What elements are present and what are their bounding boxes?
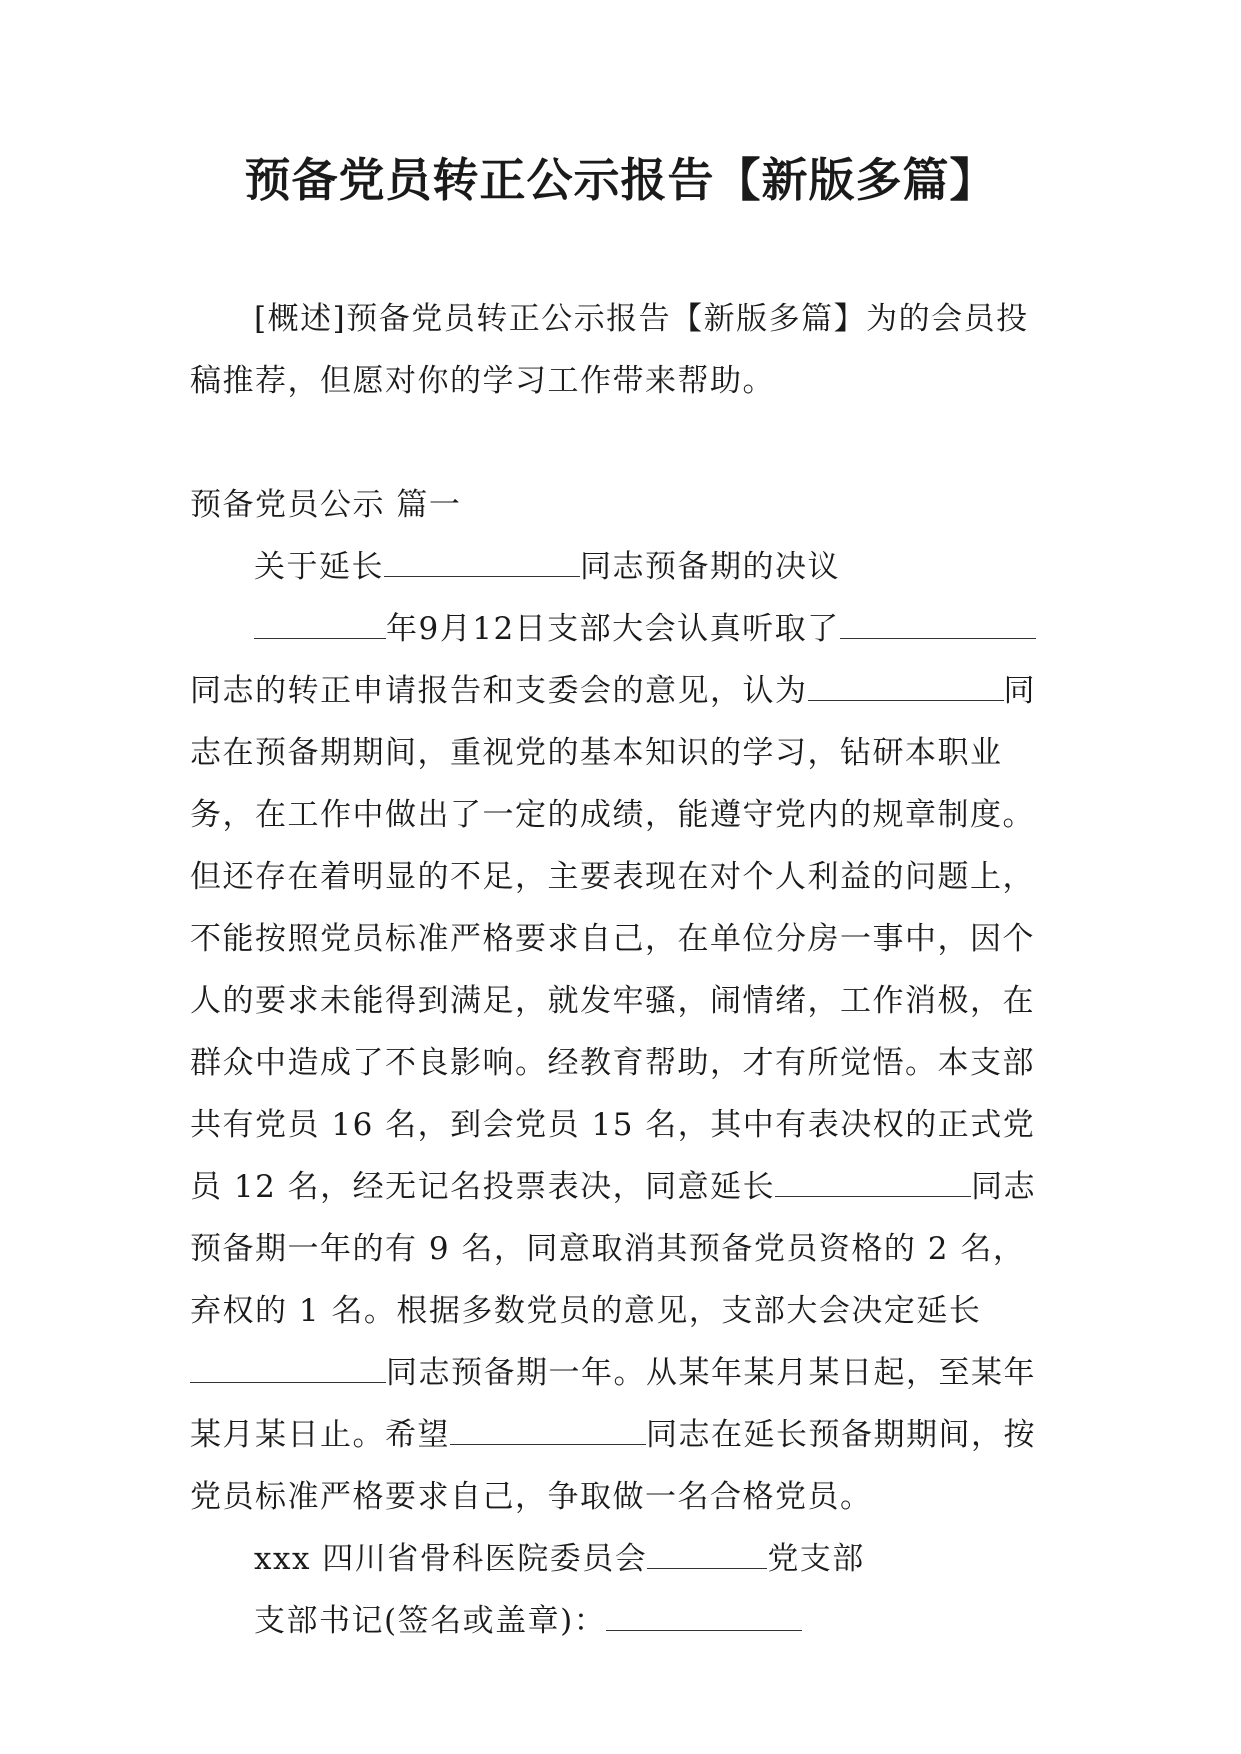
name-blank — [384, 546, 580, 577]
paragraph-part2: 同志的转正申请报告和支委会的意见，认为 — [190, 673, 808, 709]
paragraph-part5: 同志预备期一年。从某年某月某日起，至某年某月某日止。希望 — [190, 1355, 1036, 1453]
paragraph-part6: 同志在延长预备期期间，按党员标准严格要求自己，争取做一名合格党员。 — [190, 1417, 1036, 1515]
year-blank — [254, 608, 386, 639]
document-body — [190, 288, 1052, 1652]
signature-organization — [190, 1528, 1052, 1590]
signature-blank — [606, 1600, 802, 1631]
resolution-title-prefix: 关于延长 — [254, 549, 384, 585]
paragraph-part4: 同志预备期一年的有 9 名，同意取消其预备党员资格的 2 名，弃权的 1 名。根据多数党员的意见，支部大会决定延长 — [190, 1169, 1037, 1329]
section-heading: 预备党员公示 篇一 — [190, 487, 462, 523]
signature-secretary — [190, 1590, 1052, 1652]
branch-blank — [647, 1538, 767, 1569]
name-blank — [840, 608, 1036, 639]
paragraph-part1: 年9月12日支部大会认真听取了 — [386, 611, 840, 647]
resolution-title-suffix: 同志预备期的决议 — [580, 549, 840, 585]
spacer — [190, 412, 1052, 474]
name-blank — [190, 1352, 386, 1383]
name-blank — [775, 1166, 971, 1197]
name-blank — [808, 670, 1004, 701]
paragraph-part3: 同志在预备期期间，重视党的基本知识的学习，钻研本职业务，在工作中做出了一定的成绩，能遵守党内的规章制度。但还存在着明显的不足，主要表现在对个人利益的问题上，不能按照党员标准严格要求自己，在单位分房一事中，因个人的要求未能得到满足，就发牢骚，闹情绪，工作消极，在群众中造成了不良影响。经教育帮助，才有所觉悟。本支部共有党员 16 名，到会党员 15 名，其中有表决权的正式党员 12 名，经无记名投票表决，同意延长 — [190, 673, 1036, 1205]
document-title: 预备党员转正公示报告【新版多篇】 — [244, 153, 997, 207]
summary-paragraph: [概述]预备党员转正公示报告【新版多篇】为的会员投稿推荐，但愿对你的学习工作带来帮助。 — [190, 301, 1029, 399]
resolution-title — [190, 536, 1052, 598]
signature-secretary-label: 支部书记(签名或盖章)： — [254, 1603, 607, 1639]
resolution-paragraph — [190, 598, 1052, 1528]
signature-org-prefix: xxx 四川省骨科医院委员会 — [254, 1541, 648, 1577]
signature-org-suffix: 党支部 — [767, 1541, 865, 1577]
name-blank — [450, 1414, 646, 1445]
